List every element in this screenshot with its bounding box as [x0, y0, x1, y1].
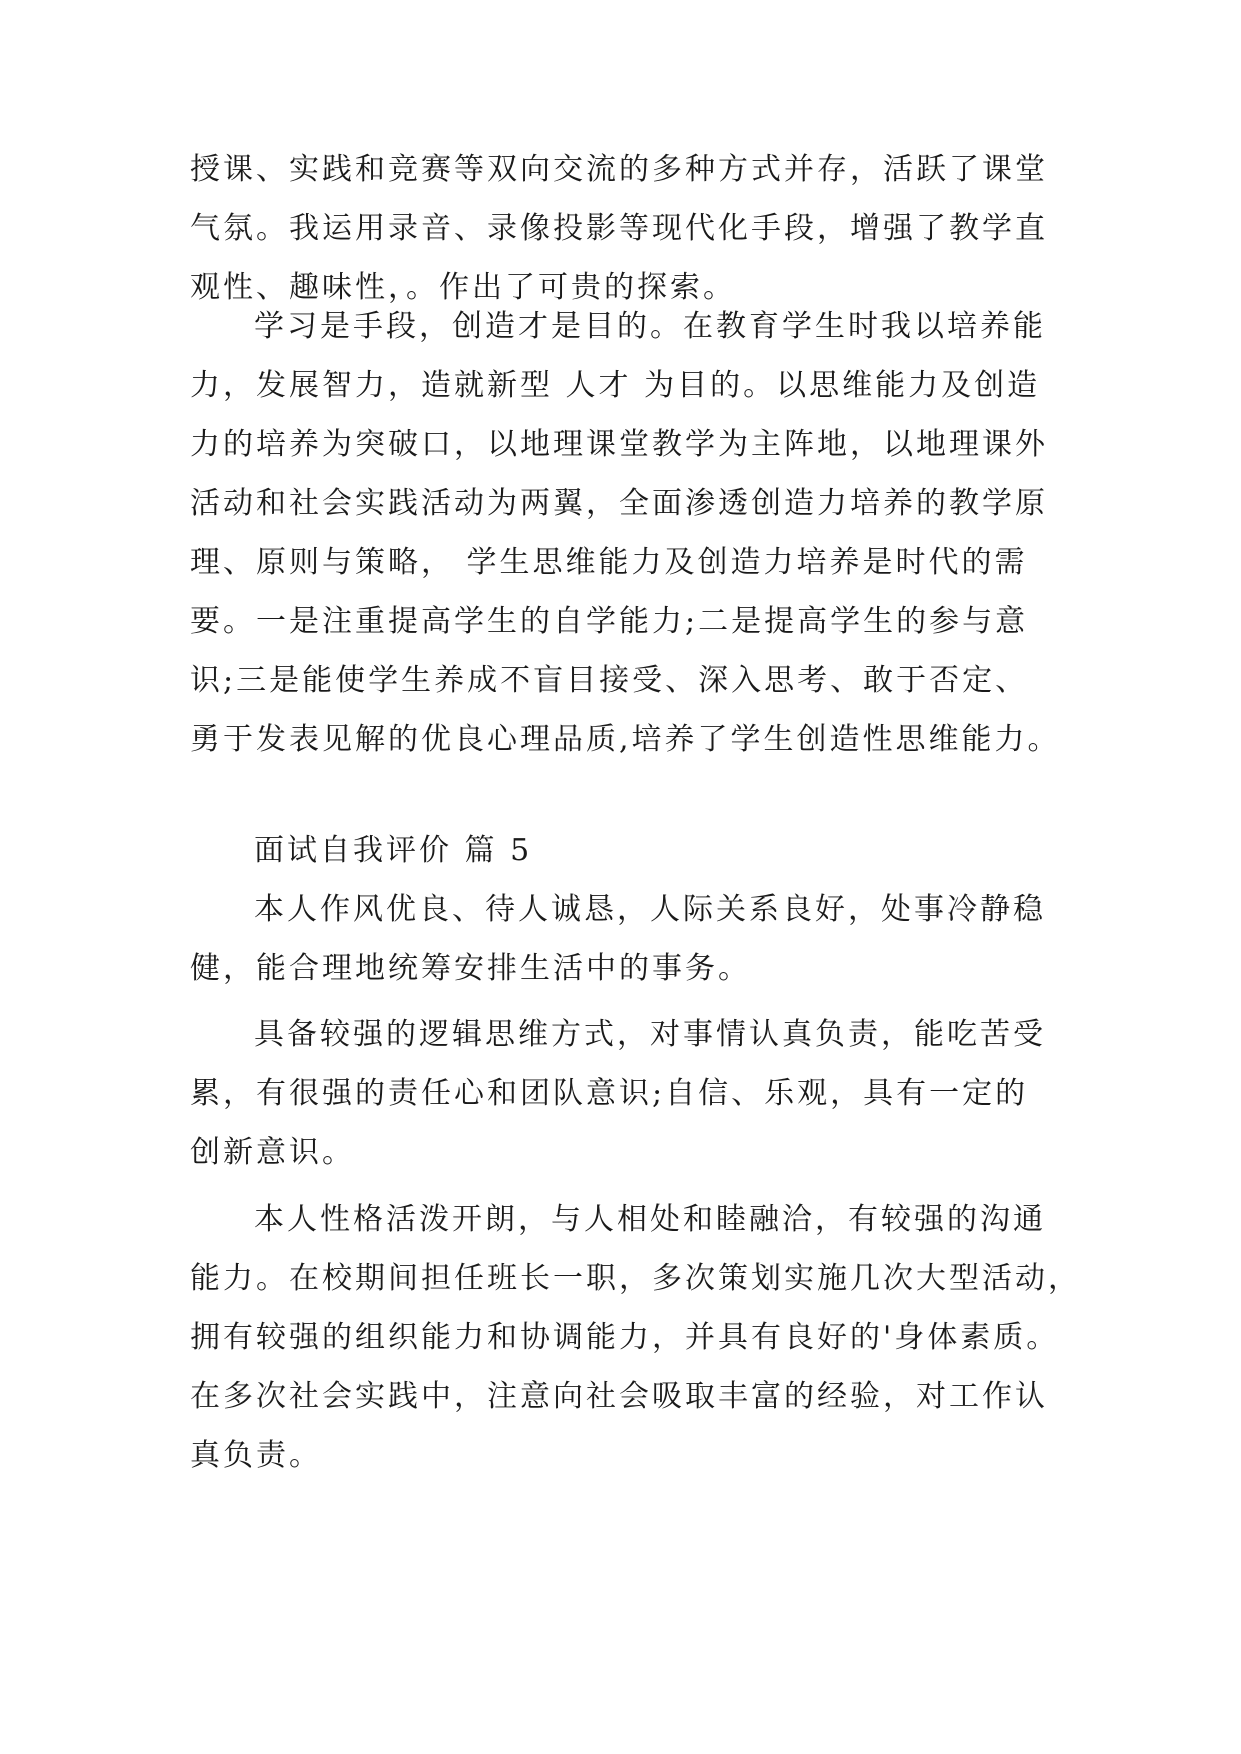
paragraph-line: 要。一是注重提高学生的自学能力;二是提高学生的参与意 — [190, 604, 1029, 639]
paragraph-line: 拥有较强的组织能力和协调能力，并具有良好的'身体素质。 — [190, 1320, 1060, 1355]
section-title: 面试自我评价 篇 5 — [254, 833, 533, 868]
paragraph-line: 力，发展智力，造就新型 人才 为目的。以思维能力及创造 — [190, 368, 1041, 403]
paragraph-character — [190, 880, 1050, 998]
paragraph-line: 本人作风优良、待人诚恳，人际关系良好，处事冷静稳 — [254, 892, 1046, 927]
section-heading — [190, 821, 1050, 880]
paragraph-line: 气氛。我运用录音、录像投影等现代化手段，增强了教学直 — [190, 211, 1048, 246]
paragraph-line: 本人性格活泼开朗，与人相处和睦融洽，有较强的沟通 — [254, 1202, 1046, 1237]
paragraph-line: 具备较强的逻辑思维方式，对事情认真负责，能吃苦受 — [254, 1017, 1046, 1052]
paragraph-line: 累，有很强的责任心和团队意识;自信、乐观，具有一定的 — [190, 1076, 1029, 1111]
paragraph-line: 观性、趣味性，。作出了可贵的探索。 — [190, 270, 736, 305]
paragraph-line: 力的培养为突破口，以地理课堂教学为主阵地，以地理课外 — [190, 427, 1048, 462]
paragraph-line: 真负责。 — [190, 1438, 322, 1473]
paragraph-line: 在多次社会实践中，注意向社会吸取丰富的经验，对工作认 — [190, 1379, 1048, 1414]
paragraph-line: 健，能合理地统筹安排生活中的事务。 — [190, 951, 751, 986]
paragraph-line: 学习是手段，创造才是目的。在教育学生时我以培养能 — [254, 309, 1046, 344]
paragraph-line: 创新意识。 — [190, 1135, 355, 1170]
paragraph-line: 识;三是能使学生养成不盲目接受、深入思考、敢于否定、 — [190, 663, 1029, 698]
paragraph-line: 能力。在校期间担任班长一职，多次策划实施几次大型活动， — [190, 1261, 1081, 1296]
paragraph-creativity — [190, 297, 1061, 769]
paragraph-line: 勇于发表见解的优良心理品质,培养了学生创造性思维能力。 — [190, 722, 1061, 757]
paragraph-logic — [190, 1005, 1050, 1182]
paragraph-personality — [190, 1190, 1081, 1485]
paragraph-teaching-methods — [190, 140, 1050, 317]
paragraph-line: 理、原则与策略， 学生思维能力及创造力培养是时代的需 — [190, 545, 1028, 580]
paragraph-line: 活动和社会实践活动为两翼，全面渗透创造力培养的教学原 — [190, 486, 1048, 521]
paragraph-line: 授课、实践和竞赛等双向交流的多种方式并存，活跃了课堂 — [190, 152, 1048, 187]
